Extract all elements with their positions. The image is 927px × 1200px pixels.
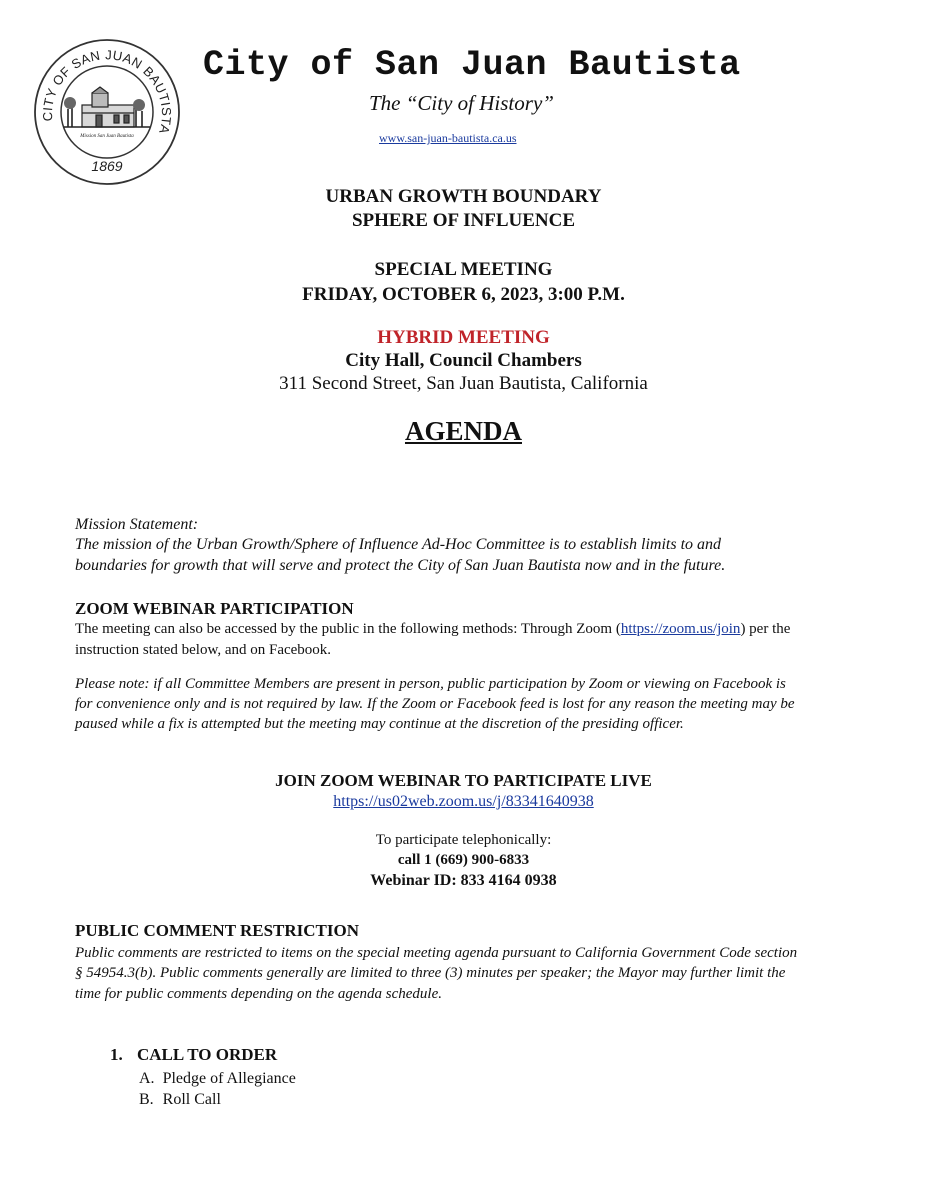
public-comment-line3: time for public comments depending on the agenda schedule.	[75, 986, 443, 1002]
zoom-heading: ZOOM WEBINAR PARTICIPATION	[75, 599, 354, 618]
public-comment-heading: PUBLIC COMMENT RESTRICTION	[75, 921, 360, 940]
join-heading: JOIN ZOOM WEBINAR TO PARTICIPATE LIVE	[275, 771, 652, 790]
committee-line2: SPHERE OF INFLUENCE	[351, 210, 576, 231]
public-comment-line1: Public comments are restricted to items on the special meeting agenda pursuant to California Government Code section	[75, 945, 798, 961]
meeting-address: 311 Second Street, San Juan Bautista, California	[279, 373, 648, 394]
agenda-item-1	[110, 1045, 277, 1065]
seal-ring-text: CITY OF SAN JUAN BAUTISTA	[39, 47, 175, 136]
zoom-line2: instruction stated below, and on Facebook.	[75, 642, 332, 658]
agenda-subitem-b-text: Roll Call	[162, 1091, 221, 1108]
city-seal-icon	[32, 37, 182, 187]
mission-line1: The mission of the Urban Growth/Sphere of Influence Ad-Hoc Committee is to establish limits to and	[75, 536, 722, 553]
mission-line2: boundaries for growth that will serve and protect the City of San Juan Bautista now and in the future.	[75, 557, 726, 574]
meeting-date-time: FRIDAY, OCTOBER 6, 2023, 3:00 P.M.	[302, 284, 625, 305]
meeting-format: HYBRID MEETING	[377, 327, 550, 348]
agenda-subitem-b-letter: B.	[139, 1091, 154, 1108]
committee-line1: URBAN GROWTH BOUNDARY	[325, 186, 602, 207]
mission-label: Mission Statement:	[75, 516, 199, 533]
agenda-item-1-number: 1.	[110, 1045, 123, 1064]
webinar-link[interactable]: https://us02web.zoom.us/j/83341640938	[333, 793, 594, 810]
city-seal	[32, 37, 182, 187]
seal-caption: Mission San Juan Bautista	[80, 134, 134, 139]
zoom-note-line1: Please note: if all Committee Members are present in person, public participation by Zoom or viewing on Facebook is	[75, 676, 786, 692]
zoom-note-line2: for convenience only and is not required by law. If the Zoom or Facebook feed is lost for any reason the meeting may be	[75, 696, 795, 712]
zoom-join-link[interactable]: https://zoom.us/join	[620, 621, 741, 637]
phone-intro: To participate telephonically:	[375, 832, 552, 848]
webinar-id: Webinar ID: 833 4164 0938	[370, 872, 557, 889]
meeting-location: City Hall, Council Chambers	[345, 350, 582, 371]
agenda-subitem-a	[139, 1070, 296, 1088]
city-tagline: The “City of History”	[369, 91, 554, 115]
agenda-subitem-a-letter: A.	[139, 1070, 155, 1087]
zoom-note-line3: paused while a fix is attempted but the meeting may continue at the discretion of the presiding officer.	[75, 716, 684, 732]
zoom-text-after-link: ) per the	[740, 621, 791, 637]
agenda-title: AGENDA	[404, 416, 522, 446]
agenda-subitem-a-text: Pledge of Allegiance	[162, 1070, 296, 1087]
seal-year: 1869	[91, 158, 123, 174]
agenda-subitem-b	[139, 1091, 221, 1109]
zoom-paragraph	[75, 619, 790, 639]
city-website-link[interactable]: www.san-juan-bautista.ca.us	[379, 131, 517, 145]
city-name: City of San Juan Bautista	[203, 45, 741, 85]
zoom-text-before-link: The meeting can also be accessed by the public in the following methods: Through Zoom (	[75, 621, 621, 637]
agenda-item-1-title: CALL TO ORDER	[137, 1045, 278, 1064]
meeting-type: SPECIAL MEETING	[374, 259, 553, 280]
join-url-wrap	[0, 793, 927, 811]
phone-number: call 1 (669) 900-6833	[397, 852, 530, 868]
public-comment-line2: § 54954.3(b). Public comments generally are limited to three (3) minutes per speaker; the Mayor may further limit the	[75, 965, 786, 981]
